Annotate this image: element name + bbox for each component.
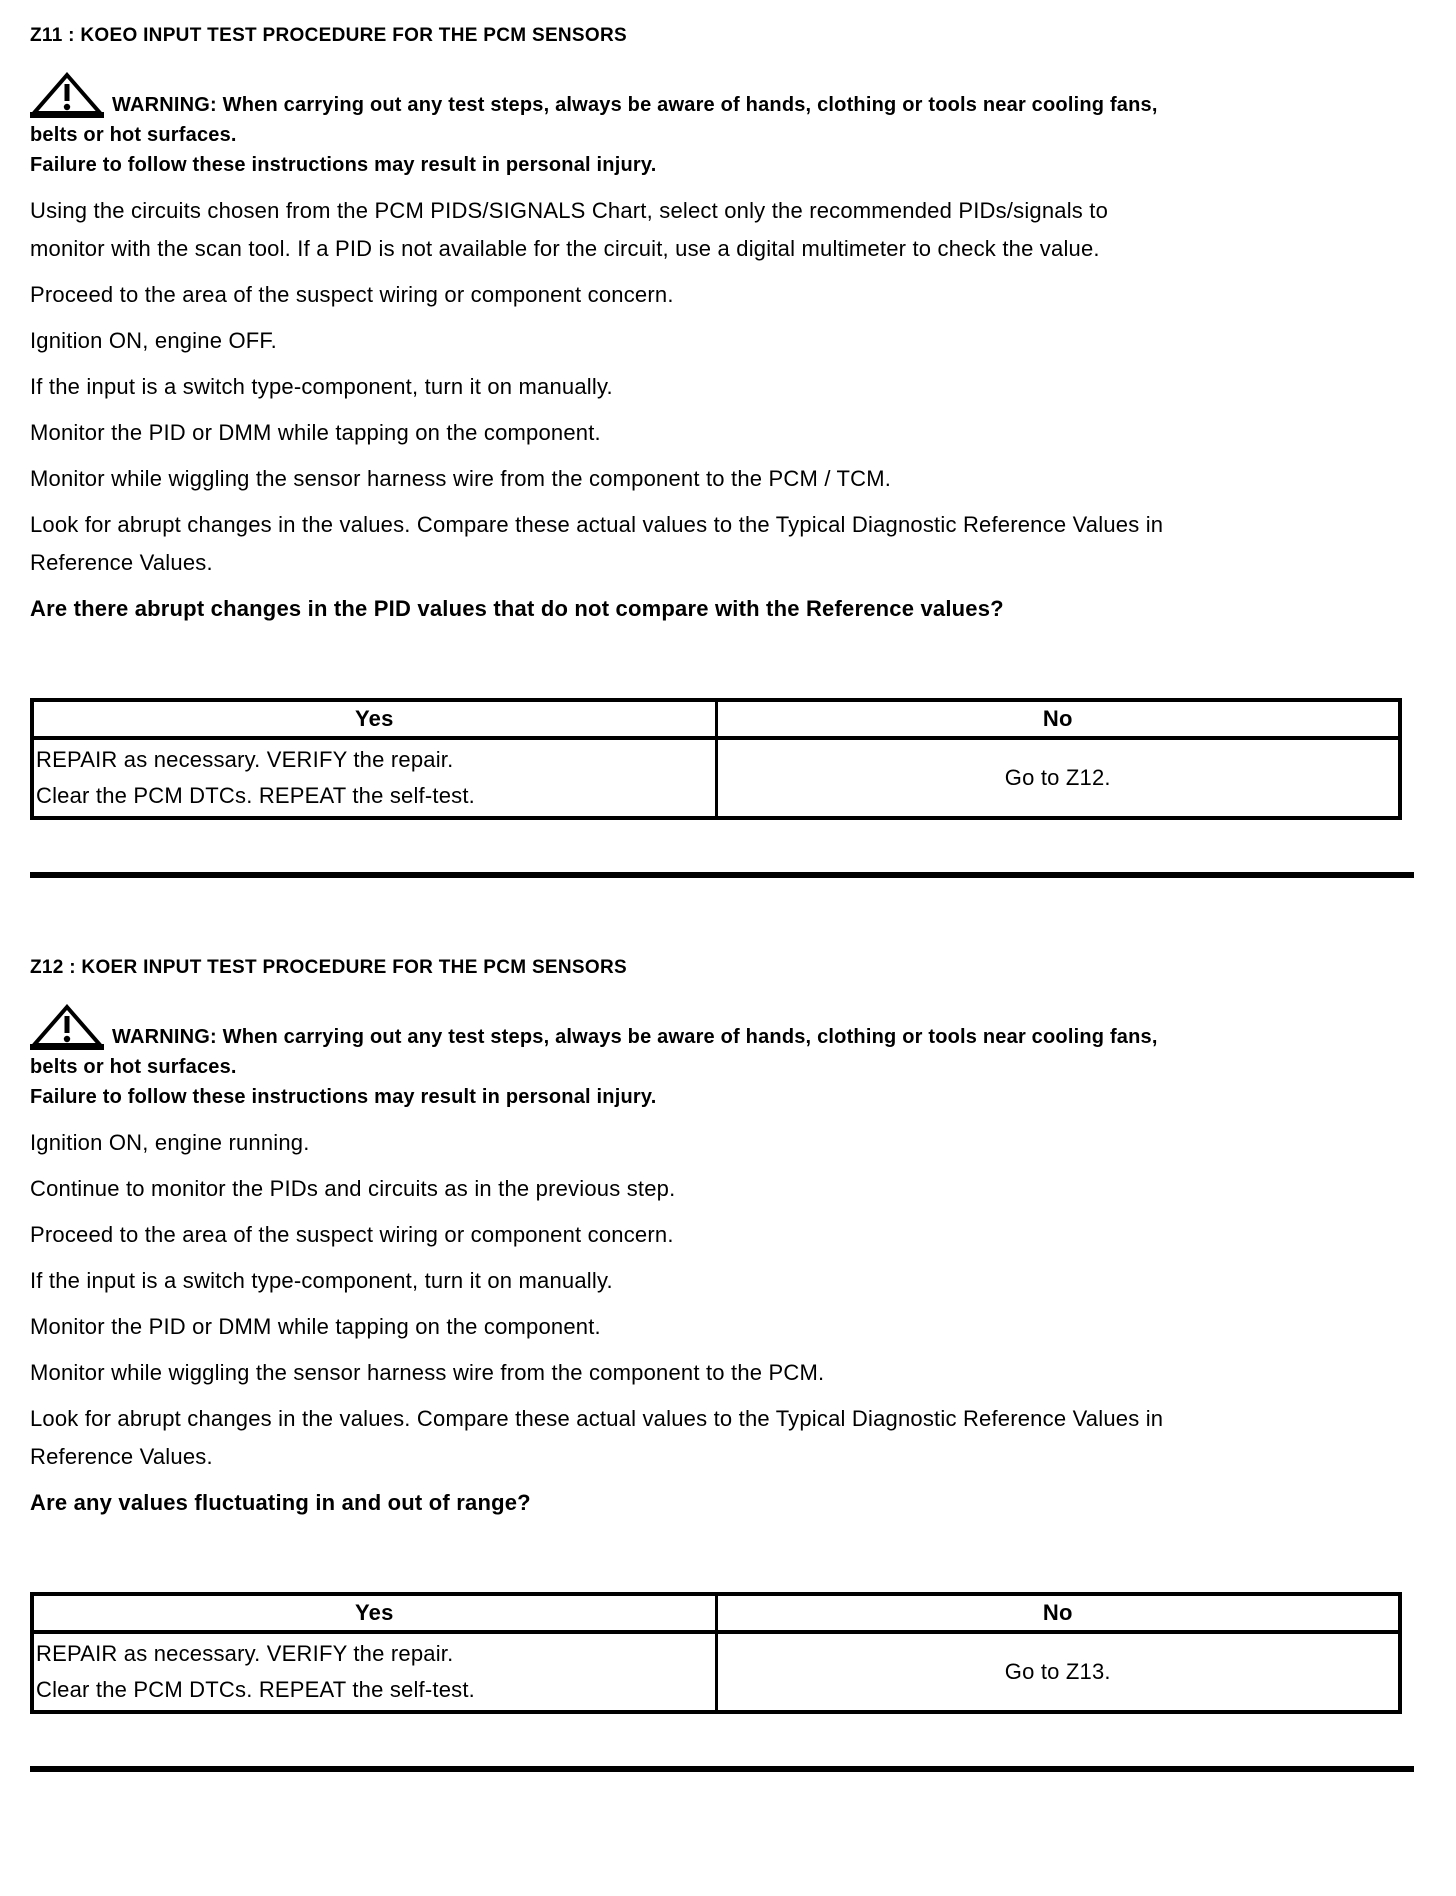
yes-action-line: REPAIR as necessary. VERIFY the repair. [36, 747, 454, 772]
procedure-step: If the input is a switch type-component, turn it on manually. [30, 1268, 613, 1293]
decision-table-z11 [30, 698, 1402, 820]
no-action-cell: Go to Z12. [716, 738, 1400, 818]
yes-action-cell [32, 738, 716, 818]
procedure-step: Monitor while wiggling the sensor harness wire from the component to the PCM / TCM. [30, 466, 892, 491]
table-header-row [32, 700, 1400, 738]
warning-line [30, 72, 1180, 150]
procedure-step: If the input is a switch type-component, turn it on manually. [30, 374, 613, 399]
yes-column-header: Yes [32, 700, 716, 738]
section-z11 [30, 24, 1456, 878]
decision-question: Are any values fluctuating in and out of range? [30, 1490, 531, 1515]
procedure-step: Look for abrupt changes in the values. Compare these actual values to the Typical Diagnostic Reference Values in Reference Values. [30, 512, 1164, 575]
procedure-step: Continue to monitor the PIDs and circuits as in the previous step. [30, 1176, 676, 1201]
page-bottom-divider [30, 1766, 1414, 1772]
yes-column-header: Yes [32, 1594, 716, 1632]
no-column-header: No [716, 1594, 1400, 1632]
warning-text: WARNING: When carrying out any test steps, always be aware of hands, clothing or tools near cooling fans, belts or hot surfaces. [30, 1026, 1158, 1078]
warning-failure-text: Failure to follow these instructions may result in personal injury. [30, 1086, 657, 1108]
procedure-step: Using the circuits chosen from the PCM PIDS/SIGNALS Chart, select only the recommended PIDs/signals to monitor with the scan tool. If a PID is not available for the circuit, use a digital multimeter to check the value. [30, 198, 1109, 261]
procedure-step: Monitor while wiggling the sensor harness wire from the component to the PCM. [30, 1360, 825, 1385]
table-action-row [32, 1632, 1400, 1712]
yes-action-cell [32, 1632, 716, 1712]
no-action-cell: Go to Z13. [716, 1632, 1400, 1712]
warning-text: WARNING: When carrying out any test steps, always be aware of hands, clothing or tools near cooling fans, belts or hot surfaces. [30, 94, 1158, 146]
table-header-row [32, 1594, 1400, 1632]
section-z12 [30, 956, 1456, 1772]
warning-block [30, 72, 1180, 180]
table-action-row [32, 738, 1400, 818]
procedure-step: Monitor the PID or DMM while tapping on the component. [30, 1314, 601, 1339]
procedure-heading-z11: Z11 : KOEO INPUT TEST PROCEDURE FOR THE PCM SENSORS [30, 25, 627, 46]
decision-question: Are there abrupt changes in the PID values that do not compare with the Reference values? [30, 596, 1004, 621]
procedure-step: Ignition ON, engine OFF. [30, 328, 277, 353]
warning-line [30, 1004, 1180, 1082]
warning-failure-text: Failure to follow these instructions may result in personal injury. [30, 154, 657, 176]
procedure-step: Ignition ON, engine running. [30, 1130, 310, 1155]
section-divider [30, 872, 1414, 878]
no-column-header: No [716, 700, 1400, 738]
warning-triangle-icon [30, 72, 104, 118]
warning-block [30, 1004, 1180, 1112]
yes-action-line: Clear the PCM DTCs. REPEAT the self-test. [36, 783, 475, 808]
decision-table-z12 [30, 1592, 1402, 1714]
yes-action-line: REPAIR as necessary. VERIFY the repair. [36, 1641, 454, 1666]
procedure-step: Monitor the PID or DMM while tapping on the component. [30, 420, 601, 445]
procedure-step: Proceed to the area of the suspect wiring or component concern. [30, 1222, 674, 1247]
yes-action-line: Clear the PCM DTCs. REPEAT the self-test. [36, 1677, 475, 1702]
procedure-step: Proceed to the area of the suspect wiring or component concern. [30, 282, 674, 307]
procedure-step: Look for abrupt changes in the values. Compare these actual values to the Typical Diagnostic Reference Values in Reference Values. [30, 1406, 1164, 1469]
procedure-heading-z12: Z12 : KOER INPUT TEST PROCEDURE FOR THE PCM SENSORS [30, 957, 627, 978]
warning-triangle-icon [30, 1004, 104, 1050]
